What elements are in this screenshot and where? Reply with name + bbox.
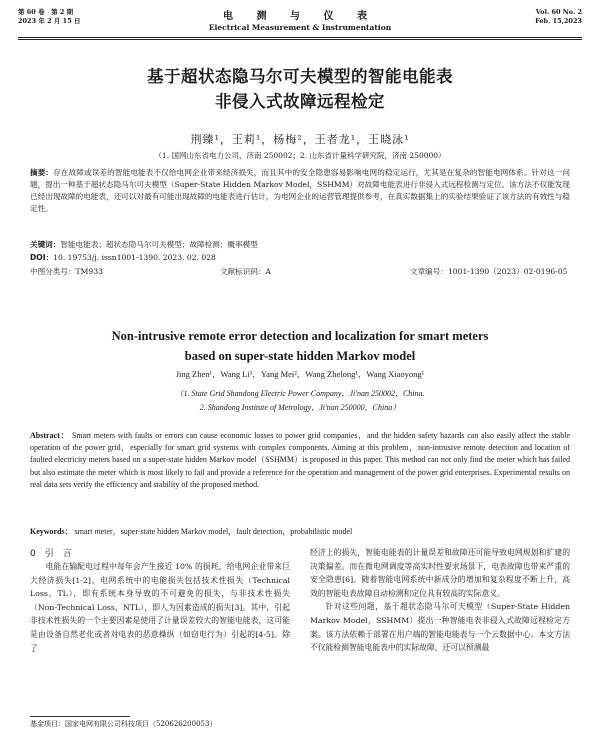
- abstract-cn: [30, 167, 570, 215]
- intro-paragraph-2: 经济上的损失，智能电能表的计量误差和故障还可能导致电网规划和扩建的决策偏差。而在微电网调度等高实时性要求场景下，电表故障也带来严重的安全隐患[6]。随着智能电网系统中新成分的增加和复杂程度不断上升，高效的智能电表故障自动检测和定位具有较高的实际意义。: [310, 548, 570, 598]
- document-code: 文献标识码：A: [220, 267, 272, 276]
- title-en-line1: Non-intrusive remote error detection and localization for smart meters: [111, 329, 489, 343]
- journal-name-en: Electrical Measurement & Instrumentation: [208, 23, 392, 32]
- keywords-cn: [30, 239, 570, 251]
- affiliation-en-line2: 2. Shandong Institute of Metrology，Ji'nan 250000，China）: [199, 403, 401, 412]
- keywords-en-text: smart meter，super-state hidden Markov model，fault detection，probabilistic model: [74, 527, 353, 536]
- abstract-cn-label: 摘要：: [30, 168, 54, 177]
- abstract-en-text: Smart meters with faults or errors can cause economic losses to power grid companies，and the hidden safety hazards can also easily affect the stable operation of the power grid，especially for smart grid systems with complex components. Aiming at this problem，non-intrusive remote detection and location of faulted electricity meters based on a super-state hidden Markov model（SSHMM）is proposed in this paper. This method can not only find the meter which has failed but also estimate the meter which is most likely to fail and provide a reference for the operation and management of the power grid enterprises. Experimental results on real data sets verify the efficiency and stability of the proposed method.: [30, 431, 571, 489]
- affiliation-en: [0, 387, 600, 415]
- body-column-right: [310, 546, 570, 655]
- affiliation-en-line1: （1. State Grid Shandong Electric Power Company，Ji'nan 250002，China.: [175, 389, 425, 398]
- issue-date-cn: 2023 年 2 月 15 日: [18, 17, 81, 25]
- issue-volume: 第 60 卷 第 2 期: [18, 8, 74, 16]
- doi-line: [30, 252, 570, 264]
- journal-name-cn: 电 测 与 仪 表: [223, 11, 377, 22]
- affiliation-cn: （1. 国网山东省电力公司，济南 250002；2. 山东省计量科学研究院，济南 250000）: [154, 151, 446, 160]
- issue-date-en: Feb. 15,2023: [535, 17, 582, 25]
- header-rule: [18, 37, 582, 38]
- keywords-cn-text: 智能电能表；超状态隐马尔可夫模型；故障检测；概率模型: [60, 240, 258, 249]
- abstract-en: [30, 430, 570, 491]
- journal-masthead: [0, 7, 600, 32]
- keywords-en: [30, 526, 570, 537]
- title-en-line2: based on super-state hidden Markov model: [184, 349, 416, 363]
- header-right: [535, 8, 582, 26]
- section-heading-intro: 0 引 言: [30, 549, 72, 559]
- doi-text: 10. 19753/j. issn1001-1390. 2023. 02. 028: [53, 253, 216, 262]
- intro-paragraph-1: 电能在输配电过程中每年会产生接近 10% 的损耗，给电网企业带来巨大经济损失[1-2]。电网系统中的电能损失包括技术性损失（Technical Loss，TL），即有系统本身导致的不可避免的损失，与非技术性损失（Non-Technical Loss，NTL），即人为因素造成的损失[3]。其中，引起非技术性损失的一个主要因素是使用了计量误差较大的智能电能表，这可能是由设备自然老化或者对电表的恶意操纵（如窃电行为）引起的[4-5]。除了: [30, 562, 290, 653]
- keywords-cn-label: 关键词：: [30, 240, 61, 249]
- clc-number: 中图分类号：TM933: [30, 267, 103, 276]
- authors-cn: 荆臻¹，王莉¹，杨梅²，王者龙¹，王晓泳¹: [190, 133, 410, 146]
- body-column-left: [30, 560, 290, 655]
- funding-footnote: 基金项目：国家电网有限公司科技项目（520626200053）: [30, 720, 217, 728]
- article-number: 文章编号：1001-1390（2023）02-0196-05: [410, 267, 568, 276]
- keywords-en-label: Keywords：: [30, 527, 73, 536]
- doi-label: DOI：: [30, 253, 54, 262]
- issue-volume-en: Vol. 60 No. 2: [535, 8, 582, 16]
- header-rule-thin: [18, 39, 582, 40]
- title-cn-line2: 非侵入式故障远程检定: [215, 92, 385, 111]
- paper-title-en: [0, 326, 600, 366]
- abstract-cn-text: 存在故障或误差的智能电能表不仅给电网企业带来经济损失，而且其中的安全隐患容易影响电网的稳定运行，尤其是在复杂的智能电网体系。针对这一问题，提出一种基于超状态隐马尔可夫模型（Super-State Hidden Markov Model，SSHMM）对故障电能表进行非侵入式远程检测与定位。该方法不仅能发现已经出现故障的电能表，还可以对最有可能出现故障的电能表进行估计，为电网企业的运营管理提供参考，在真实数据集上的实验结果验证了该方法的有效性与稳定性。: [30, 168, 570, 213]
- paper-title-cn: [0, 64, 600, 114]
- title-cn-line1: 基于超状态隐马尔可夫模型的智能电能表: [147, 67, 453, 86]
- abstract-en-label: Abstract：: [30, 431, 70, 440]
- authors-en: Jing Zhen¹，Wang Li¹，Yang Mei²，Wang Zhelong¹，Wang Xiaoyong¹: [175, 369, 425, 379]
- footnote-rule: [30, 716, 130, 717]
- intro-paragraph-3: 针对这些问题，基于超状态隐马尔可夫模型（Super-State Hidden Markov Model，SSHMM）提出一种智能电表非侵入式故障远程检定方案。该方法依赖于部署在用户端的智能电能表与一个云数据中心。本文方法不仅能检测智能电能表中的实际故障，还可以预测最: [310, 602, 570, 653]
